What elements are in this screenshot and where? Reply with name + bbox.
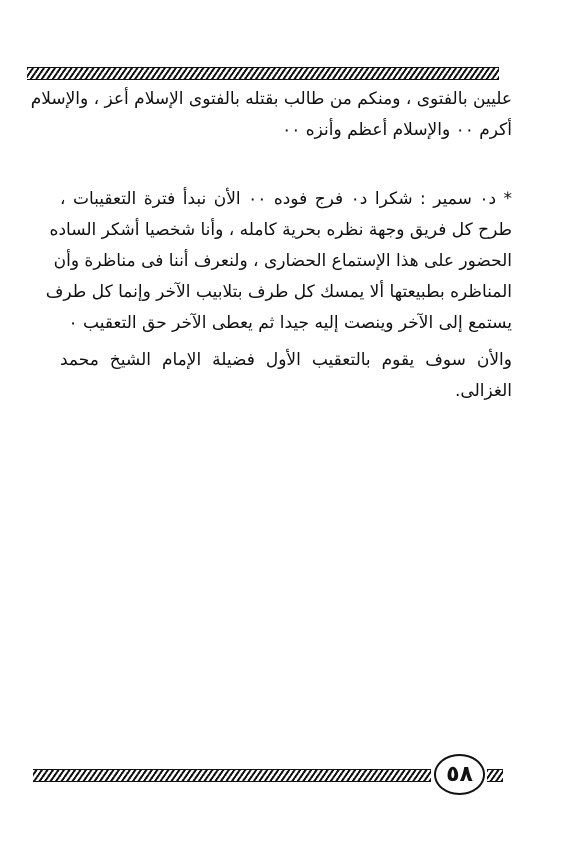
text-line: أكرم ٠٠ والإسلام أعظم وأنزه ٠٠ [282, 120, 512, 140]
text-line: المناظره بطبيعتها ألا يمسك كل طرف بتلابيب الآخر وإنما كل طرف [45, 282, 512, 302]
text-line: والأن سوف يقوم بالتعقيب الأول فضيلة الإمام الشيخ محمد [60, 350, 512, 370]
paragraph-3 [60, 345, 512, 407]
text-line: طرح كل فريق وجهة نظره بحرية كامله ، وأنا شخصيا أشكر الساده [49, 220, 512, 240]
text-line: الحضور على هذا الإستماع الحضارى ، ولنعرف أننا فى مناظرة وأن [53, 251, 512, 271]
bottom-decorative-rule-left [33, 769, 431, 782]
page-number: ٥٨ [434, 754, 485, 795]
top-decorative-rule [27, 67, 499, 80]
bottom-decorative-rule-right [487, 769, 503, 782]
text-line: * د٠ سمير : شكرا د٠ فرج فوده ٠٠ الأن نبدأ فترة التعقيبات ، [60, 189, 512, 209]
paragraph-1 [30, 84, 512, 146]
text-line: الغزالى. [455, 381, 512, 401]
paragraph-2 [45, 184, 512, 339]
text-line: يستمع إلى الآخر وينصت إليه جيدا ثم يعطى الآخر حق التعقيب ٠ [68, 313, 512, 333]
text-line: عليين بالفتوى ، ومنكم من طالب بقتله بالفتوى الإسلام أعز ، والإسلام [30, 89, 512, 109]
